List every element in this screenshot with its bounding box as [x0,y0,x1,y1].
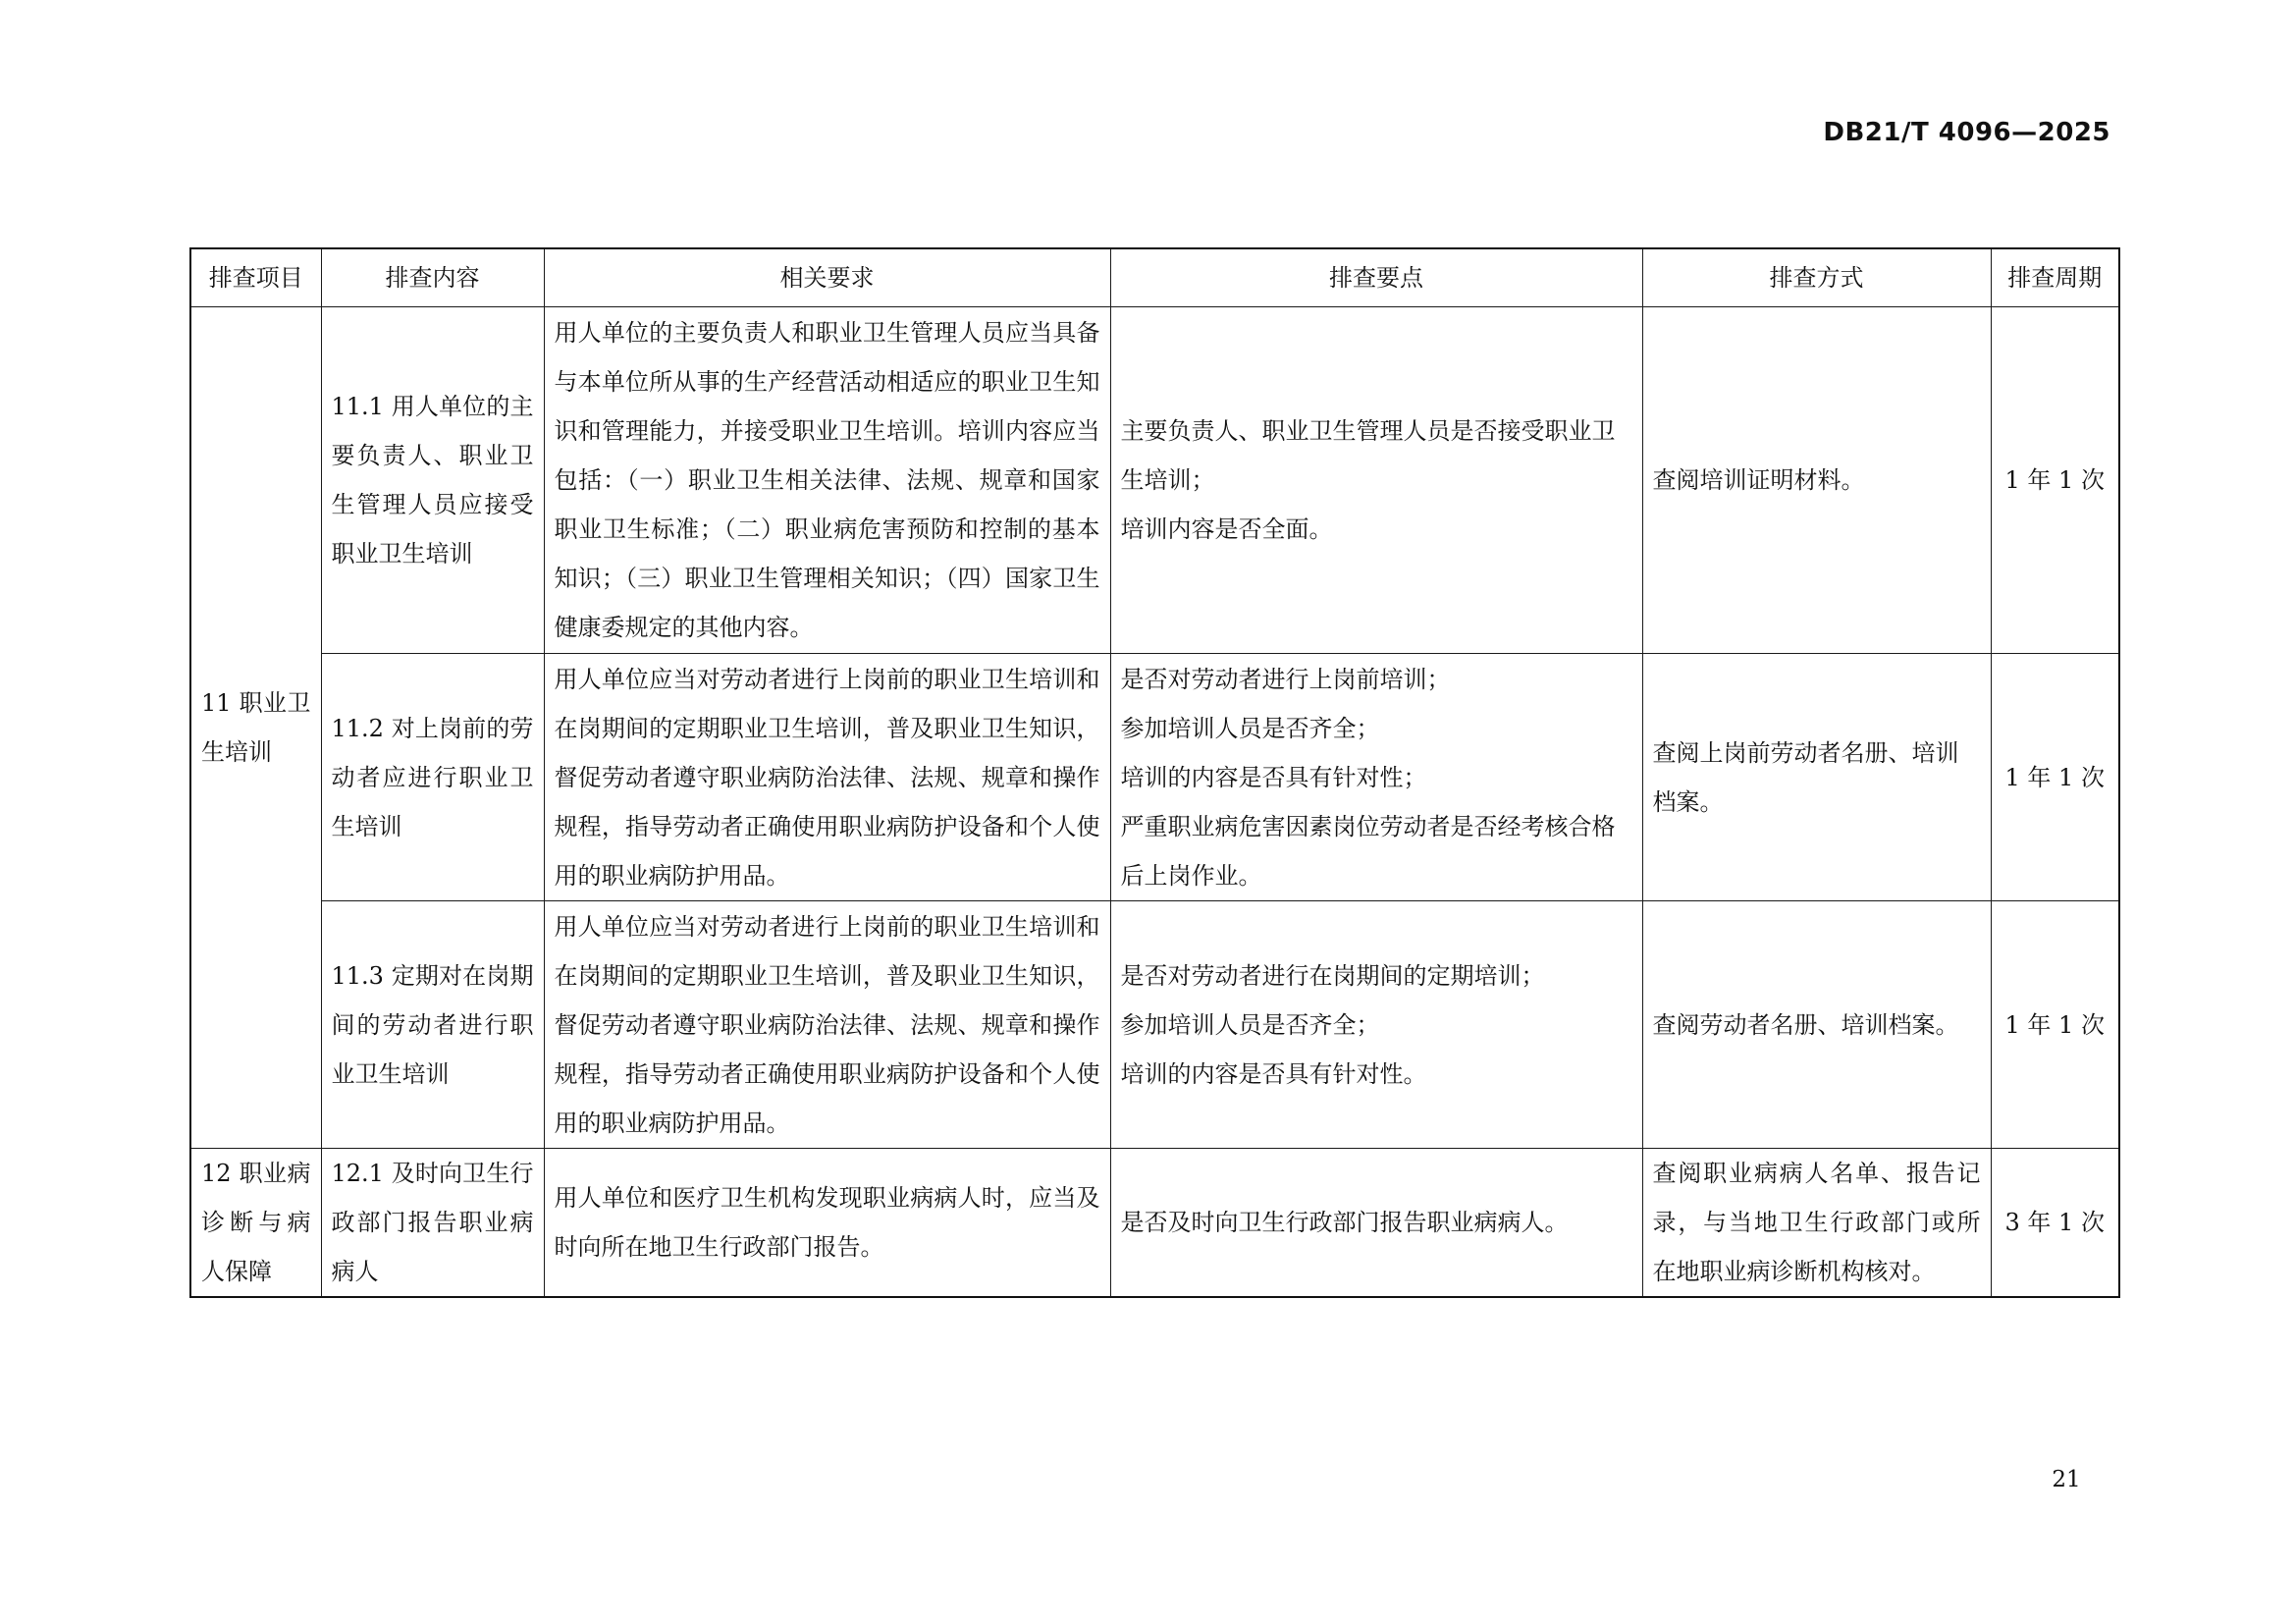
method-cell: 查阅培训证明材料。 [1642,307,1991,654]
column-header-item: 排查项目 [190,248,321,307]
key-points-cell: 是否对劳动者进行在岗期间的定期培训； 参加培训人员是否齐全； 培训的内容是否具有针对性。 [1110,901,1642,1149]
key-points-cell: 是否对劳动者进行上岗前培训； 参加培训人员是否齐全； 培训的内容是否具有针对性； 严重职业病危害因素岗位劳动者是否经考核合格后上岗作业。 [1110,654,1642,901]
requirement-cell: 用人单位应当对劳动者进行上岗前的职业卫生培训和在岗期间的定期职业卫生培训，普及职业卫生知识，督促劳动者遵守职业病防治法律、法规、规章和操作规程，指导劳动者正确使用职业病防护设备和个人使用的职业病防护用品。 [544,901,1110,1149]
item-cell: 11 职业卫生培训 [190,307,321,1149]
table-row [190,1149,2119,1298]
requirement-cell: 用人单位的主要负责人和职业卫生管理人员应当具备与本单位所从事的生产经营活动相适应的职业卫生知识和管理能力，并接受职业卫生培训。培训内容应当包括：（一）职业卫生相关法律、法规、规章和国家职业卫生标准；（二）职业病危害预防和控制的基本知识；（三）职业卫生管理相关知识；（四）国家卫生健康委规定的其他内容。 [544,307,1110,654]
requirement-cell: 用人单位应当对劳动者进行上岗前的职业卫生培训和在岗期间的定期职业卫生培训，普及职业卫生知识，督促劳动者遵守职业病防治法律、法规、规章和操作规程，指导劳动者正确使用职业病防护设备和个人使用的职业病防护用品。 [544,654,1110,901]
method-cell: 查阅上岗前劳动者名册、培训档案。 [1642,654,1991,901]
cycle-cell: 1 年 1 次 [1991,307,2119,654]
table-header-row [190,248,2119,307]
method-cell: 查阅职业病病人名单、报告记录，与当地卫生行政部门或所在地职业病诊断机构核对。 [1642,1149,1991,1298]
content-cell: 11.2 对上岗前的劳动者应进行职业卫生培训 [321,654,544,901]
column-header-method: 排查方式 [1642,248,1991,307]
method-cell: 查阅劳动者名册、培训档案。 [1642,901,1991,1149]
column-header-requirement: 相关要求 [544,248,1110,307]
table-row [190,654,2119,901]
requirement-cell: 用人单位和医疗卫生机构发现职业病病人时，应当及时向所在地卫生行政部门报告。 [544,1149,1110,1298]
page-number: 21 [2052,1467,2081,1492]
inspection-table [189,247,2120,1298]
key-points-cell: 主要负责人、职业卫生管理人员是否接受职业卫生培训； 培训内容是否全面。 [1110,307,1642,654]
content-cell: 12.1 及时向卫生行政部门报告职业病病人 [321,1149,544,1298]
table-row [190,307,2119,654]
content-cell: 11.1 用人单位的主要负责人、职业卫生管理人员应接受职业卫生培训 [321,307,544,654]
table-row [190,901,2119,1149]
cycle-cell: 1 年 1 次 [1991,901,2119,1149]
document-code: DB21/T 4096—2025 [1823,118,2110,147]
content-cell: 11.3 定期对在岗期间的劳动者进行职业卫生培训 [321,901,544,1149]
column-header-content: 排查内容 [321,248,544,307]
item-cell: 12 职业病诊断与病人保障 [190,1149,321,1298]
key-points-cell: 是否及时向卫生行政部门报告职业病病人。 [1110,1149,1642,1298]
cycle-cell: 3 年 1 次 [1991,1149,2119,1298]
column-header-cycle: 排查周期 [1991,248,2119,307]
column-header-key-points: 排查要点 [1110,248,1642,307]
cycle-cell: 1 年 1 次 [1991,654,2119,901]
